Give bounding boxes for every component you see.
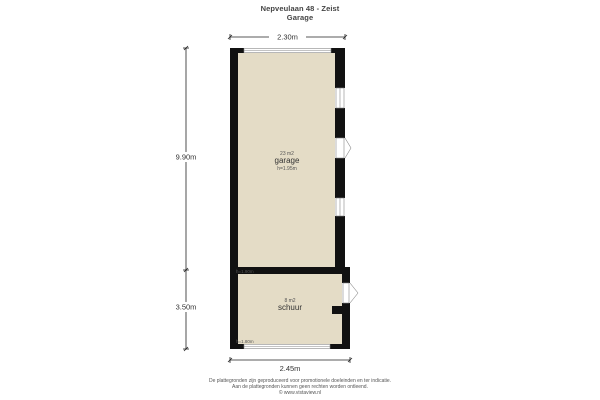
dimension-top-label: 2.30m <box>277 32 298 42</box>
bottom-window <box>244 345 330 349</box>
wall-right-1 <box>335 48 345 88</box>
garage-door-opening <box>244 49 331 53</box>
dimension-bottom <box>228 357 352 363</box>
plan-address-title: Nepveulaan 48 - Zeist <box>260 4 340 13</box>
wall-bottom-left <box>230 344 244 349</box>
garage-area: 23 m2 <box>280 151 294 157</box>
plan-subtitle: Garage <box>286 13 314 22</box>
wall-top-left <box>230 48 244 53</box>
height-note-lower: h=1.80m <box>236 339 254 344</box>
dimension-bottom-label: 2.45m <box>279 364 301 373</box>
footer-disclaimer-2: Aan de plattegronden kunnen geen rechten worden ontleend. <box>232 384 368 390</box>
wall-right-3 <box>335 158 345 198</box>
garage-side-door <box>336 138 351 158</box>
wall-schuur-right-1 <box>342 267 350 283</box>
schuur-door <box>343 283 358 303</box>
wall-right-2 <box>335 108 345 138</box>
dimension-garage-height-label: 9.90m <box>175 152 197 162</box>
height-note-upper: h=1.90m <box>236 269 254 274</box>
wall-right-4 <box>335 216 345 267</box>
wall-bottom-right <box>330 344 350 349</box>
garage-name: garage <box>274 156 300 165</box>
wall-schuur-right-2 <box>342 303 350 349</box>
footer-credit: © www.vistaview.nl <box>278 390 322 396</box>
garage-height: h=1.95m <box>277 166 297 172</box>
schuur-area: 8 m2 <box>284 298 296 304</box>
wall-schuur-notch <box>332 306 342 314</box>
wall-left <box>230 48 238 349</box>
dimension-schuur-height-label: 3.50m <box>175 302 197 312</box>
footer-disclaimer-1: De plattegronden zijn geproduceerd voor promotionele doeleinden en ter indicatie. <box>208 378 392 384</box>
schuur-name: schuur <box>277 303 303 312</box>
